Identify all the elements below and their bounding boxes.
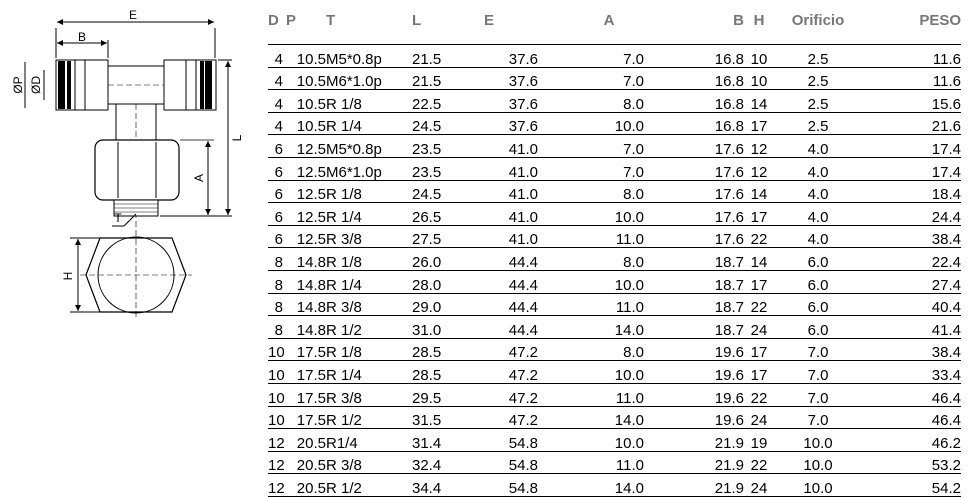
fitting-technical-drawing — [0, 0, 250, 340]
cell-e: 41.0 — [484, 180, 556, 203]
cell-peso: 17.4 — [862, 135, 961, 158]
cell-h: 22 — [744, 383, 774, 406]
header-peso: PESO — [919, 11, 961, 29]
cell-l: 28.5 — [412, 361, 484, 384]
table-spacer-row — [268, 34, 961, 45]
cell-b: 19.6 — [662, 383, 744, 406]
cell-h: 17 — [744, 361, 774, 384]
cell-peso: 46.4 — [862, 383, 961, 406]
cell-d: 8 — [268, 270, 286, 293]
cell-orificio: 7.0 — [774, 406, 862, 429]
cell-h: 14 — [744, 90, 774, 113]
table-row — [268, 180, 961, 203]
cell-h: 24 — [744, 474, 774, 497]
cell-t: R 1/8 — [326, 180, 412, 203]
header-orificio: Orificio — [791, 11, 845, 29]
cell-t: M6*1.0p — [326, 157, 412, 180]
cell-a: 14.0 — [556, 406, 662, 429]
cell-h: 19 — [744, 429, 774, 452]
dim-label-p: ØP — [11, 76, 25, 94]
cell-orificio: 2.5 — [774, 45, 862, 68]
cell-a: 14.0 — [556, 316, 662, 339]
cell-orificio: 10.0 — [774, 451, 862, 474]
cell-l: 26.0 — [412, 248, 484, 271]
cell-a: 10.0 — [556, 429, 662, 452]
cell-h: 24 — [744, 406, 774, 429]
cell-h: 17 — [744, 338, 774, 361]
cell-t: R 1/4 — [326, 203, 412, 226]
cell-peso: 27.4 — [862, 270, 961, 293]
cell-e: 54.8 — [484, 474, 556, 497]
table-row — [268, 383, 961, 406]
table-row — [268, 225, 961, 248]
table-row — [268, 112, 961, 135]
cell-e: 37.6 — [484, 90, 556, 113]
cell-l: 21.5 — [412, 67, 484, 90]
cell-t: R 1/4 — [326, 270, 412, 293]
cell-orificio: 2.5 — [774, 112, 862, 135]
cell-d: 6 — [268, 180, 286, 203]
cell-p: 12.5 — [286, 225, 326, 248]
cell-d: 10 — [268, 406, 286, 429]
header-d: D — [268, 11, 279, 29]
cell-d: 6 — [268, 135, 286, 158]
cell-h: 14 — [744, 248, 774, 271]
dim-label-h: H — [61, 271, 75, 281]
cell-a: 10.0 — [556, 361, 662, 384]
cell-d: 10 — [268, 338, 286, 361]
cell-h: 10 — [744, 45, 774, 68]
cell-e: 47.2 — [484, 338, 556, 361]
cell-t: R 3/8 — [326, 451, 412, 474]
table-row — [268, 293, 961, 316]
cell-d: 4 — [268, 90, 286, 113]
table-row — [268, 429, 961, 452]
cell-b: 17.6 — [662, 225, 744, 248]
cell-t: R 1/8 — [326, 90, 412, 113]
cell-d: 4 — [268, 112, 286, 135]
cell-b: 17.6 — [662, 203, 744, 226]
cell-peso: 21.6 — [862, 112, 961, 135]
cell-e: 37.6 — [484, 45, 556, 68]
cell-d: 10 — [268, 361, 286, 384]
table-row — [268, 451, 961, 474]
cell-orificio: 7.0 — [774, 383, 862, 406]
cell-d: 6 — [268, 157, 286, 180]
cell-a: 10.0 — [556, 112, 662, 135]
cell-peso: 53.2 — [862, 451, 961, 474]
cell-l: 31.4 — [412, 429, 484, 452]
cell-b: 17.6 — [662, 135, 744, 158]
cell-peso: 15.6 — [862, 90, 961, 113]
cell-l: 32.4 — [412, 451, 484, 474]
cell-b: 18.7 — [662, 293, 744, 316]
cell-e: 41.0 — [484, 135, 556, 158]
table-header-row — [268, 6, 961, 34]
header-h: H — [753, 11, 765, 29]
cell-p: 14.8 — [286, 270, 326, 293]
cell-p: 14.8 — [286, 316, 326, 339]
cell-a: 11.0 — [556, 293, 662, 316]
cell-b: 18.7 — [662, 270, 744, 293]
cell-b: 18.7 — [662, 248, 744, 271]
cell-a: 7.0 — [556, 157, 662, 180]
dim-label-a: A — [192, 173, 206, 183]
cell-b: 16.8 — [662, 67, 744, 90]
cell-e: 54.8 — [484, 429, 556, 452]
cell-p: 10.5 — [286, 45, 326, 68]
cell-h: 24 — [744, 316, 774, 339]
table-row — [268, 203, 961, 226]
table-row — [268, 338, 961, 361]
cell-d: 12 — [268, 474, 286, 497]
cell-h: 22 — [744, 293, 774, 316]
table-row — [268, 45, 961, 68]
cell-h: 14 — [744, 180, 774, 203]
cell-d: 4 — [268, 45, 286, 68]
cell-t: R 1/2 — [326, 406, 412, 429]
cell-peso: 54.2 — [862, 474, 961, 497]
cell-l: 27.5 — [412, 225, 484, 248]
cell-d: 8 — [268, 293, 286, 316]
cell-d: 6 — [268, 203, 286, 226]
cell-orificio: 6.0 — [774, 293, 862, 316]
cell-peso: 38.4 — [862, 338, 961, 361]
cell-t: R 1/4 — [326, 112, 412, 135]
cell-p: 20.5 — [286, 429, 326, 452]
cell-p: 12.5 — [286, 135, 326, 158]
cell-l: 28.0 — [412, 270, 484, 293]
cell-a: 11.0 — [556, 451, 662, 474]
cell-b: 19.6 — [662, 338, 744, 361]
cell-b: 17.6 — [662, 157, 744, 180]
cell-e: 41.0 — [484, 203, 556, 226]
cell-p: 10.5 — [286, 90, 326, 113]
header-p: P — [286, 11, 297, 29]
cell-p: 10.5 — [286, 67, 326, 90]
cell-e: 47.2 — [484, 383, 556, 406]
cell-a: 10.0 — [556, 203, 662, 226]
cell-p: 17.5 — [286, 383, 326, 406]
cell-e: 37.6 — [484, 67, 556, 90]
cell-t: M5*0.8p — [326, 45, 412, 68]
cell-orificio: 7.0 — [774, 361, 862, 384]
dim-label-b: B — [77, 30, 87, 44]
cell-l: 21.5 — [412, 45, 484, 68]
cell-p: 17.5 — [286, 361, 326, 384]
cell-e: 44.4 — [484, 293, 556, 316]
cell-orificio: 6.0 — [774, 248, 862, 271]
cell-orificio: 7.0 — [774, 338, 862, 361]
cell-t: R 1/8 — [326, 248, 412, 271]
cell-a: 8.0 — [556, 338, 662, 361]
cell-e: 54.8 — [484, 451, 556, 474]
cell-peso: 18.4 — [862, 180, 961, 203]
cell-orificio: 2.5 — [774, 90, 862, 113]
cell-t: R 3/8 — [326, 383, 412, 406]
cell-d: 8 — [268, 248, 286, 271]
cell-a: 7.0 — [556, 45, 662, 68]
table-row — [268, 248, 961, 271]
cell-l: 22.5 — [412, 90, 484, 113]
cell-b: 21.9 — [662, 474, 744, 497]
cell-l: 23.5 — [412, 157, 484, 180]
cell-peso: 11.6 — [862, 45, 961, 68]
cell-orificio: 6.0 — [774, 270, 862, 293]
cell-t: M6*1.0p — [326, 67, 412, 90]
cell-peso: 46.4 — [862, 406, 961, 429]
cell-peso: 22.4 — [862, 248, 961, 271]
cell-peso: 33.4 — [862, 361, 961, 384]
cell-l: 28.5 — [412, 338, 484, 361]
cell-t: R1/4 — [326, 429, 412, 452]
cell-l: 24.5 — [412, 180, 484, 203]
cell-peso: 41.4 — [862, 316, 961, 339]
table-row — [268, 135, 961, 158]
cell-d: 12 — [268, 429, 286, 452]
dim-label-l: L — [230, 134, 244, 142]
cell-e: 47.2 — [484, 406, 556, 429]
cell-a: 7.0 — [556, 67, 662, 90]
dim-label-e: E — [128, 8, 138, 22]
cell-b: 16.8 — [662, 90, 744, 113]
cell-p: 12.5 — [286, 180, 326, 203]
cell-e: 41.0 — [484, 157, 556, 180]
cell-orificio: 4.0 — [774, 180, 862, 203]
cell-l: 23.5 — [412, 135, 484, 158]
table-row — [268, 90, 961, 113]
cell-h: 22 — [744, 451, 774, 474]
cell-p: 17.5 — [286, 406, 326, 429]
cell-h: 10 — [744, 67, 774, 90]
cell-a: 7.0 — [556, 135, 662, 158]
cell-peso: 46.2 — [862, 429, 961, 452]
header-l: L — [412, 11, 422, 29]
cell-orificio: 6.0 — [774, 316, 862, 339]
table-row — [268, 67, 961, 90]
cell-l: 34.4 — [412, 474, 484, 497]
cell-a: 14.0 — [556, 474, 662, 497]
cell-b: 16.8 — [662, 45, 744, 68]
cell-a: 10.0 — [556, 270, 662, 293]
header-b: B — [733, 11, 744, 29]
cell-d: 6 — [268, 225, 286, 248]
cell-b: 16.8 — [662, 112, 744, 135]
cell-l: 29.0 — [412, 293, 484, 316]
cell-peso: 17.4 — [862, 157, 961, 180]
cell-p: 14.8 — [286, 293, 326, 316]
cell-h: 12 — [744, 157, 774, 180]
dim-label-t: T — [114, 211, 122, 225]
cell-p: 14.8 — [286, 248, 326, 271]
cell-p: 10.5 — [286, 112, 326, 135]
cell-b: 19.6 — [662, 406, 744, 429]
cell-orificio: 4.0 — [774, 225, 862, 248]
cell-b: 21.9 — [662, 451, 744, 474]
table-row — [268, 406, 961, 429]
cell-b: 21.9 — [662, 429, 744, 452]
cell-t: M5*0.8p — [326, 135, 412, 158]
cell-h: 12 — [744, 135, 774, 158]
cell-l: 26.5 — [412, 203, 484, 226]
cell-a: 8.0 — [556, 180, 662, 203]
cell-peso: 40.4 — [862, 293, 961, 316]
cell-b: 17.6 — [662, 180, 744, 203]
cell-t: R 1/4 — [326, 361, 412, 384]
cell-peso: 38.4 — [862, 225, 961, 248]
header-t: T — [326, 11, 336, 29]
table-row — [268, 474, 961, 497]
cell-h: 17 — [744, 270, 774, 293]
cell-h: 22 — [744, 225, 774, 248]
cell-b: 19.6 — [662, 361, 744, 384]
cell-p: 20.5 — [286, 474, 326, 497]
cell-orificio: 4.0 — [774, 135, 862, 158]
table-row — [268, 157, 961, 180]
cell-a: 11.0 — [556, 225, 662, 248]
cell-p: 17.5 — [286, 338, 326, 361]
cell-e: 44.4 — [484, 316, 556, 339]
cell-p: 12.5 — [286, 203, 326, 226]
table-row — [268, 316, 961, 339]
cell-orificio: 2.5 — [774, 67, 862, 90]
cell-t: R 1/8 — [326, 338, 412, 361]
cell-h: 17 — [744, 203, 774, 226]
cell-l: 29.5 — [412, 383, 484, 406]
cell-e: 44.4 — [484, 270, 556, 293]
cell-p: 12.5 — [286, 157, 326, 180]
cell-t: R 1/2 — [326, 474, 412, 497]
cell-p: 20.5 — [286, 451, 326, 474]
cell-d: 8 — [268, 316, 286, 339]
cell-e: 41.0 — [484, 225, 556, 248]
cell-a: 8.0 — [556, 248, 662, 271]
cell-e: 37.6 — [484, 112, 556, 135]
cell-l: 24.5 — [412, 112, 484, 135]
table-row — [268, 270, 961, 293]
cell-a: 11.0 — [556, 383, 662, 406]
cell-a: 8.0 — [556, 90, 662, 113]
cell-peso: 24.4 — [862, 203, 961, 226]
table-row — [268, 361, 961, 384]
cell-d: 4 — [268, 67, 286, 90]
cell-t: R 1/2 — [326, 316, 412, 339]
dimensions-table — [268, 6, 961, 497]
cell-orificio: 10.0 — [774, 474, 862, 497]
cell-h: 17 — [744, 112, 774, 135]
dim-label-d: ØD — [29, 76, 43, 94]
cell-d: 10 — [268, 383, 286, 406]
cell-e: 47.2 — [484, 361, 556, 384]
header-a: A — [603, 11, 615, 29]
cell-l: 31.5 — [412, 406, 484, 429]
cell-d: 12 — [268, 451, 286, 474]
cell-e: 44.4 — [484, 248, 556, 271]
cell-t: R 3/8 — [326, 225, 412, 248]
cell-orificio: 4.0 — [774, 157, 862, 180]
cell-peso: 11.6 — [862, 67, 961, 90]
cell-b: 18.7 — [662, 316, 744, 339]
cell-t: R 3/8 — [326, 293, 412, 316]
cell-l: 31.0 — [412, 316, 484, 339]
header-e: E — [484, 11, 495, 29]
cell-orificio: 10.0 — [774, 429, 862, 452]
cell-orificio: 4.0 — [774, 203, 862, 226]
